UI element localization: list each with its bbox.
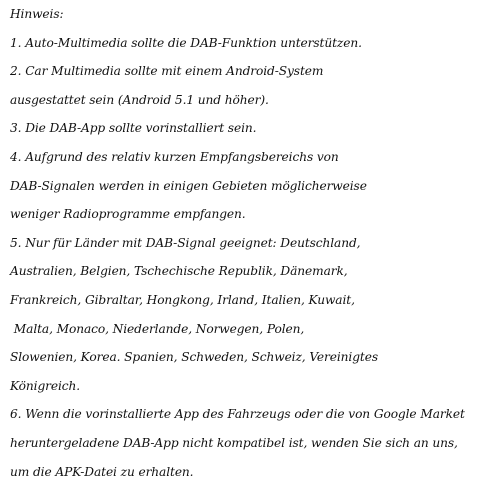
notice-line: Malta, Monaco, Niederlande, Norwegen, Polen, bbox=[10, 321, 305, 336]
notice-line: DAB-Signalen werden in einigen Gebieten möglicherweise bbox=[10, 178, 367, 193]
notice-heading: Hinweis: bbox=[10, 7, 64, 21]
notice-line: ausgestattet sein (Android 5.1 und höher). bbox=[10, 92, 269, 107]
notice-line: Frankreich, Gibraltar, Hongkong, Irland, Italien, Kuwait, bbox=[10, 292, 355, 307]
notice-line: 6. Wenn die vorinstallierte App des Fahrzeugs oder die von Google Market bbox=[10, 407, 465, 422]
notice-line: 3. Die DAB-App sollte vorinstalliert sein. bbox=[10, 121, 257, 136]
notice-line: 2. Car Multimedia sollte mit einem Android-System bbox=[10, 64, 324, 79]
notice-line: weniger Radioprogramme empfangen. bbox=[10, 207, 246, 222]
notice-line: heruntergeladene DAB-App nicht kompatibel ist, wenden Sie sich an uns, bbox=[10, 435, 458, 450]
notice-line: Königreich. bbox=[10, 378, 81, 393]
notice-line: Slowenien, Korea. Spanien, Schweden, Schweiz, Vereinigtes bbox=[10, 350, 378, 365]
notice-line: 1. Auto-Multimedia sollte die DAB-Funktion unterstützen. bbox=[10, 35, 362, 50]
notice-line: Australien, Belgien, Tschechische Republik, Dänemark, bbox=[10, 264, 348, 279]
notice-text-block bbox=[10, 0, 486, 486]
notice-line: um die APK-Datei zu erhalten. bbox=[10, 464, 194, 479]
notice-line: 4. Aufgrund des relativ kurzen Empfangsbereichs von bbox=[10, 149, 339, 164]
notice-line: 5. Nur für Länder mit DAB-Signal geeignet: Deutschland, bbox=[10, 235, 361, 250]
